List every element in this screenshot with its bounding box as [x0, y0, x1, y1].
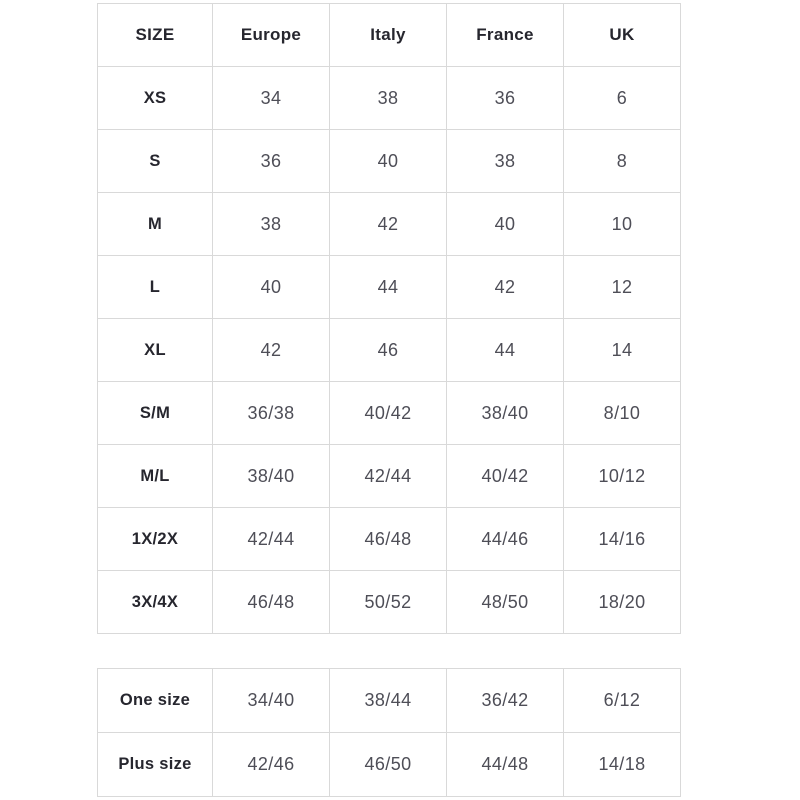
- table-row: [98, 256, 681, 319]
- value-cell: 10/12: [564, 445, 681, 508]
- value-cell: 42/44: [213, 508, 330, 571]
- column-header-europe: Europe: [213, 4, 330, 67]
- row-label-cell: M: [98, 193, 213, 256]
- value-cell: 42/44: [330, 445, 447, 508]
- value-cell: 34/40: [213, 669, 330, 733]
- size-conversion-table: [97, 3, 681, 634]
- row-label-cell: S: [98, 130, 213, 193]
- value-cell: 42: [447, 256, 564, 319]
- column-header-uk: UK: [564, 4, 681, 67]
- special-sizes-table: [97, 668, 681, 797]
- row-label-cell: One size: [98, 669, 213, 733]
- value-cell: 40: [330, 130, 447, 193]
- value-cell: 40: [213, 256, 330, 319]
- value-cell: 10: [564, 193, 681, 256]
- table-row: [98, 319, 681, 382]
- value-cell: 36/38: [213, 382, 330, 445]
- table-row: [98, 571, 681, 634]
- value-cell: 48/50: [447, 571, 564, 634]
- header-row: [98, 4, 681, 67]
- row-label-cell: Plus size: [98, 733, 213, 797]
- value-cell: 46/48: [330, 508, 447, 571]
- value-cell: 6/12: [564, 669, 681, 733]
- table-row: [98, 193, 681, 256]
- value-cell: 40/42: [447, 445, 564, 508]
- value-cell: 38/40: [213, 445, 330, 508]
- value-cell: 8/10: [564, 382, 681, 445]
- value-cell: 42/46: [213, 733, 330, 797]
- value-cell: 44: [447, 319, 564, 382]
- value-cell: 36: [447, 67, 564, 130]
- table-row: [98, 130, 681, 193]
- column-header-france: France: [447, 4, 564, 67]
- value-cell: 50/52: [330, 571, 447, 634]
- special-table-body: [98, 669, 681, 797]
- value-cell: 8: [564, 130, 681, 193]
- row-label-cell: 1X/2X: [98, 508, 213, 571]
- row-label-cell: L: [98, 256, 213, 319]
- table-row: [98, 382, 681, 445]
- row-label-cell: S/M: [98, 382, 213, 445]
- value-cell: 36: [213, 130, 330, 193]
- column-header-size: SIZE: [98, 4, 213, 67]
- row-label-cell: M/L: [98, 445, 213, 508]
- value-cell: 44: [330, 256, 447, 319]
- value-cell: 6: [564, 67, 681, 130]
- value-cell: 42: [213, 319, 330, 382]
- table-row: [98, 508, 681, 571]
- row-label-cell: XS: [98, 67, 213, 130]
- value-cell: 46/48: [213, 571, 330, 634]
- row-label-cell: XL: [98, 319, 213, 382]
- value-cell: 36/42: [447, 669, 564, 733]
- table-row: [98, 67, 681, 130]
- table-row: [98, 733, 681, 797]
- value-cell: 34: [213, 67, 330, 130]
- value-cell: 44/48: [447, 733, 564, 797]
- value-cell: 14: [564, 319, 681, 382]
- value-cell: 38/44: [330, 669, 447, 733]
- value-cell: 42: [330, 193, 447, 256]
- row-label-cell: 3X/4X: [98, 571, 213, 634]
- value-cell: 38: [447, 130, 564, 193]
- value-cell: 38: [213, 193, 330, 256]
- size-table-body: [98, 67, 681, 634]
- value-cell: 38/40: [447, 382, 564, 445]
- value-cell: 44/46: [447, 508, 564, 571]
- value-cell: 46: [330, 319, 447, 382]
- value-cell: 14/16: [564, 508, 681, 571]
- value-cell: 40: [447, 193, 564, 256]
- column-header-italy: Italy: [330, 4, 447, 67]
- value-cell: 18/20: [564, 571, 681, 634]
- value-cell: 38: [330, 67, 447, 130]
- value-cell: 46/50: [330, 733, 447, 797]
- table-row: [98, 669, 681, 733]
- value-cell: 12: [564, 256, 681, 319]
- value-cell: 40/42: [330, 382, 447, 445]
- value-cell: 14/18: [564, 733, 681, 797]
- table-row: [98, 445, 681, 508]
